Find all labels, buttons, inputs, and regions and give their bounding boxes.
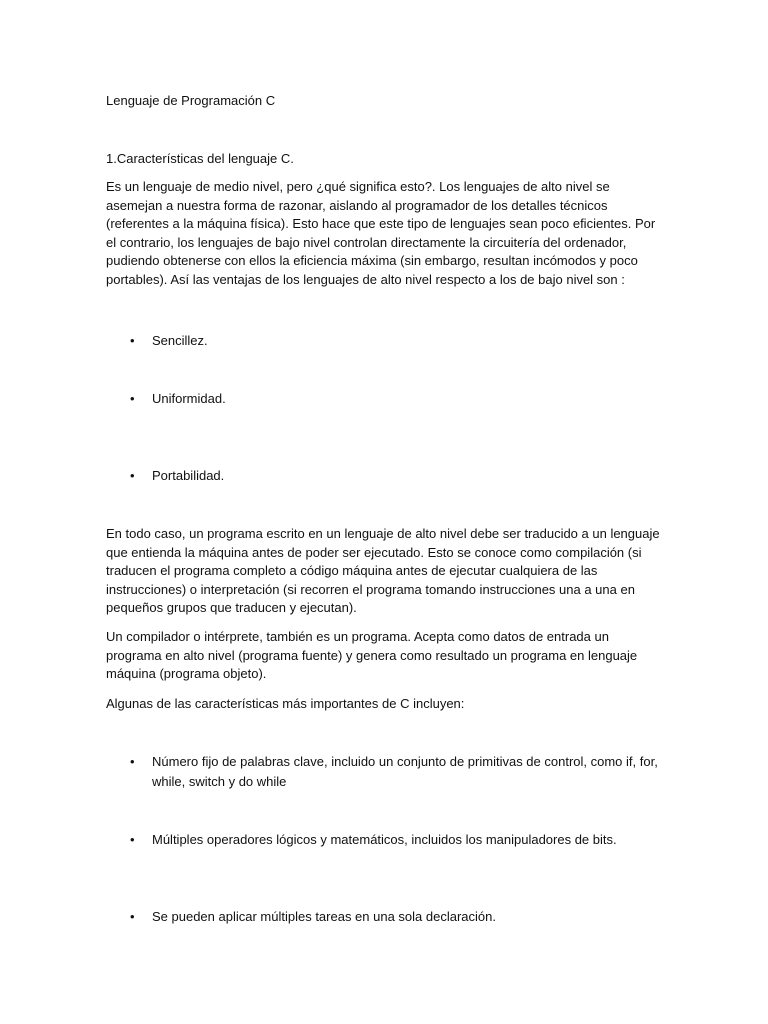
list-item-feature: • Número fijo de palabras clave, incluido un conjunto de primitivas de control, como if, for, while, switch y do while bbox=[130, 754, 658, 789]
bullet-icon: • bbox=[130, 832, 135, 847]
paragraph-compiler: Un compilador o intérprete, también es un programa. Acepta como datos de entrada un programa en alto nivel (programa fuente) y genera como resultado un programa en lenguaje máquina (programa objeto). bbox=[106, 629, 638, 682]
list-item-advantage: • Sencillez. bbox=[130, 331, 660, 351]
list-item-advantage: • Portabilidad. bbox=[130, 466, 660, 486]
document-title: Lenguaje de Programación C bbox=[106, 93, 276, 108]
list-item-feature: • Múltiples operadores lógicos y matemáticos, incluidos los manipuladores de bits. bbox=[130, 830, 660, 850]
bullet-icon: • bbox=[130, 333, 135, 348]
bullet-icon: • bbox=[130, 391, 135, 406]
section-heading: 1.Características del lenguaje C. bbox=[106, 151, 294, 166]
paragraph-intro: Es un lenguaje de medio nivel, pero ¿qué significa esto?. Los lenguajes de alto nivel se asemejan a nuestra forma de razonar, aislando al programador de los detalles técnicos (referentes a la máquina física). Esto hace que este tipo de lenguajes sean poco eficientes. Por el contrario, los lenguajes de bajo nivel controlan directamente la circuitería del ordenador, pudiendo obtenerse con ellos la eficiencia máxima (sin embargo, resultan incómodos y poco portables). Así las ventajas de los lenguajes de alto nivel respecto a los de bajo nivel son : bbox=[106, 179, 656, 287]
bullet-icon: • bbox=[130, 754, 135, 769]
bullet-icon: • bbox=[130, 909, 135, 924]
bullet-icon: • bbox=[130, 468, 135, 483]
list-item-advantage: • Uniformidad. bbox=[130, 389, 660, 409]
paragraph-features-intro: Algunas de las características más importantes de C incluyen: bbox=[106, 696, 465, 711]
paragraph-compilation: En todo caso, un programa escrito en un lenguaje de alto nivel debe ser traducido a un lenguaje que entienda la máquina antes de poder ser ejecutado. Esto se conoce como compilación (si traducen el programa completo a código máquina antes de ejecutar cualquiera de las instrucciones) o interpretación (si recorren el programa tomando instrucciones una a una en pequeños grupos que traducen y ejecutan). bbox=[106, 526, 660, 616]
list-item-feature: • Se pueden aplicar múltiples tareas en una sola declaración. bbox=[130, 907, 660, 927]
